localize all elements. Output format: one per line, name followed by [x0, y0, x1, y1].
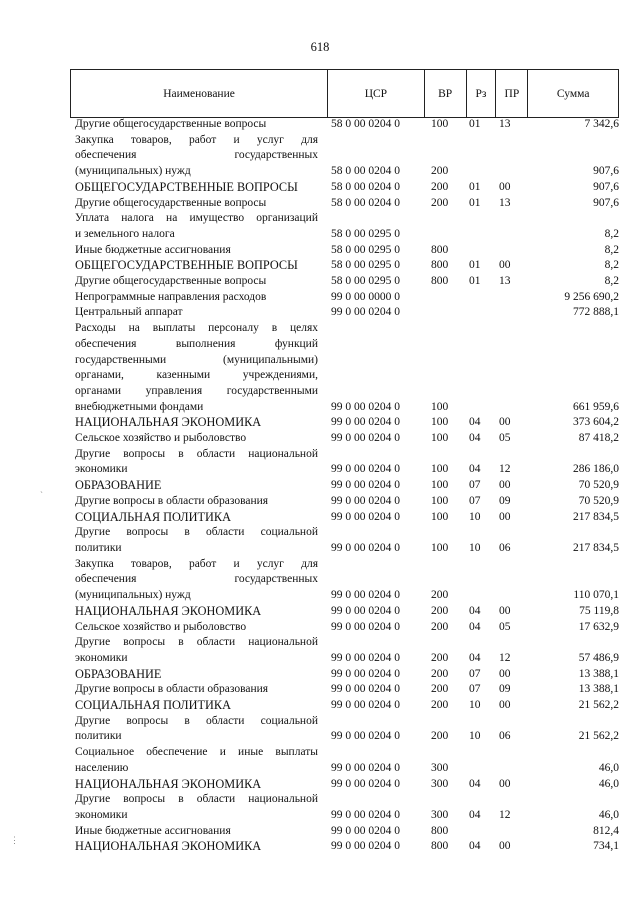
table-row	[75, 211, 619, 242]
cell-pr: 00	[499, 180, 511, 193]
cell-csr: 99 0 00 0204 0	[331, 463, 400, 476]
cell-sum: 907,6	[593, 180, 619, 193]
cell-pr: 00	[499, 699, 511, 712]
row-name-line: Уплата налога на имущество организаций	[75, 212, 318, 225]
row-name-line: населению	[75, 761, 129, 774]
cell-rz: 10	[469, 699, 481, 712]
cell-sum: 8,2	[604, 275, 619, 288]
cell-vr: 200	[431, 196, 449, 209]
cell-csr: 99 0 00 0204 0	[331, 541, 400, 554]
cell-csr: 58 0 00 0204 0	[331, 118, 400, 130]
cell-vr: 200	[431, 165, 449, 178]
table-row	[75, 525, 619, 556]
row-name-line: обеспечения государственных	[75, 573, 318, 586]
row-name-line: СОЦИАЛЬНАЯ ПОЛИТИКА	[75, 698, 232, 713]
cell-pr: 13	[499, 196, 511, 209]
row-name-line: обеспечения выполнения функций	[75, 337, 318, 350]
cell-vr: 800	[431, 243, 449, 256]
cell-pr: 05	[499, 432, 511, 445]
header-sum: Сумма	[556, 87, 590, 100]
cell-pr: 00	[499, 840, 511, 853]
cell-sum: 8,2	[604, 259, 619, 272]
cell-rz: 04	[469, 777, 481, 790]
row-name-line: ОБРАЗОВАНИЕ	[75, 666, 162, 681]
row-name-line: государственными (муниципальными)	[75, 353, 318, 366]
table-row	[75, 698, 619, 714]
cell-vr: 800	[431, 259, 449, 272]
scan-mark: ˋ	[40, 490, 43, 500]
cell-csr: 99 0 00 0204 0	[331, 824, 400, 837]
cell-vr: 200	[431, 620, 449, 633]
cell-rz: 04	[469, 432, 481, 445]
cell-sum: 217 834,5	[573, 541, 619, 554]
row-name	[75, 557, 318, 604]
cell-vr: 200	[431, 667, 449, 680]
cell-csr: 58 0 00 0204 0	[331, 165, 400, 178]
row-name	[75, 745, 318, 776]
cell-pr: 00	[499, 416, 511, 429]
row-name-line: органами управления государственными	[75, 384, 318, 397]
row-name-line: и земельного налога	[75, 227, 175, 240]
row-name-line: экономики	[75, 651, 128, 664]
row-name-line: Иные бюджетные ассигнования	[75, 243, 231, 256]
cell-vr: 800	[431, 275, 449, 288]
cell-pr: 13	[499, 275, 511, 288]
row-name-line: Закупка товаров, работ и услуг для	[75, 557, 318, 570]
row-name-line: СОЦИАЛЬНАЯ ПОЛИТИКА	[75, 509, 232, 524]
cell-rz: 04	[469, 463, 481, 476]
cell-vr: 800	[431, 840, 449, 853]
cell-csr: 99 0 00 0204 0	[331, 683, 400, 696]
row-name-line: Сельское хозяйство и рыболовство	[75, 620, 247, 633]
cell-sum: 70 520,9	[578, 494, 619, 507]
row-name	[75, 431, 318, 447]
cell-csr: 99 0 00 0204 0	[331, 840, 400, 853]
table-header	[70, 69, 619, 118]
cell-sum: 13 388,1	[578, 667, 619, 680]
row-name	[75, 290, 318, 306]
row-name-line: экономики	[75, 463, 128, 476]
cell-rz: 07	[469, 683, 481, 696]
cell-csr: 58 0 00 0295 0	[331, 243, 400, 256]
row-name	[75, 792, 318, 823]
table-row	[75, 415, 619, 431]
cell-vr: 800	[431, 824, 449, 837]
row-name-line: ОБЩЕГОСУДАРСТВЕННЫЕ ВОПРОСЫ	[75, 179, 298, 194]
cell-sum: 907,6	[593, 165, 619, 178]
row-name-line: Расходы на выплаты персоналу в целях	[75, 322, 318, 335]
scan-mark: ⋮	[10, 835, 19, 845]
cell-vr: 300	[431, 808, 449, 821]
cell-csr: 58 0 00 0204 0	[331, 180, 400, 193]
cell-pr: 00	[499, 604, 511, 617]
row-name-line: органами, казенными учреждениями,	[75, 369, 318, 382]
row-name	[75, 604, 318, 620]
table-row	[75, 274, 619, 290]
table-row	[75, 620, 619, 636]
table-row	[75, 604, 619, 620]
cell-pr: 12	[499, 463, 511, 476]
cell-csr: 99 0 00 0204 0	[331, 620, 400, 633]
cell-vr: 100	[431, 416, 449, 429]
cell-rz: 04	[469, 651, 481, 664]
cell-sum: 110 070,1	[573, 589, 619, 602]
row-name-line: Другие вопросы в области национальной	[75, 447, 318, 460]
cell-pr: 09	[499, 494, 511, 507]
row-name	[75, 510, 318, 526]
row-name-line: Непрограммные направления расходов	[75, 290, 267, 303]
table-row	[75, 478, 619, 494]
header-vr: ВР	[425, 70, 467, 117]
cell-csr: 99 0 00 0204 0	[331, 432, 400, 445]
cell-sum: 87 418,2	[578, 432, 619, 445]
cell-pr: 00	[499, 479, 511, 492]
cell-pr: 05	[499, 620, 511, 633]
table-row	[75, 635, 619, 666]
cell-rz: 07	[469, 479, 481, 492]
table-row	[75, 447, 619, 478]
row-name-line: Социальное обеспечение и иные выплаты	[75, 746, 318, 759]
cell-rz: 01	[469, 196, 481, 209]
cell-sum: 286 186,0	[573, 463, 619, 476]
cell-rz: 01	[469, 275, 481, 288]
cell-sum: 21 562,2	[578, 699, 619, 712]
row-name-line: внебюджетными фондами	[75, 400, 204, 413]
cell-sum: 75 119,8	[579, 604, 619, 617]
cell-pr: 06	[499, 541, 511, 554]
row-name-line: ОБРАЗОВАНИЕ	[75, 478, 162, 493]
cell-rz: 04	[469, 808, 481, 821]
cell-csr: 99 0 00 0204 0	[331, 306, 400, 319]
row-name	[75, 243, 318, 259]
cell-sum: 8,2	[604, 243, 619, 256]
cell-csr: 99 0 00 0204 0	[331, 604, 400, 617]
table-row	[75, 824, 619, 840]
cell-vr: 100	[431, 479, 449, 492]
row-name	[75, 180, 318, 196]
table-row	[75, 133, 619, 180]
cell-pr: 12	[499, 808, 511, 821]
row-name	[75, 447, 318, 478]
cell-vr: 300	[431, 777, 449, 790]
row-name-line: НАЦИОНАЛЬНАЯ ЭКОНОМИКА	[75, 776, 262, 791]
table-row	[75, 290, 619, 306]
cell-vr: 100	[431, 432, 449, 445]
table-row	[75, 792, 619, 823]
cell-sum: 9 256 690,2	[564, 290, 619, 303]
table-row	[75, 180, 619, 196]
cell-csr: 99 0 00 0204 0	[331, 761, 400, 774]
row-name-line: Другие вопросы в области образования	[75, 683, 269, 696]
row-name	[75, 824, 318, 840]
cell-sum: 812,4	[593, 824, 619, 837]
cell-csr: 99 0 00 0000 0	[331, 290, 400, 303]
cell-vr: 100	[431, 118, 449, 130]
row-name-line: Закупка товаров, работ и услуг для	[75, 133, 318, 146]
row-name	[75, 274, 318, 290]
table-row	[75, 243, 619, 259]
cell-vr: 200	[431, 651, 449, 664]
cell-vr: 200	[431, 730, 449, 743]
cell-csr: 99 0 00 0204 0	[331, 479, 400, 492]
table-row	[75, 431, 619, 447]
table-body	[75, 117, 619, 855]
header-csr: ЦСР	[328, 70, 425, 117]
row-name	[75, 415, 318, 431]
row-name-line: НАЦИОНАЛЬНАЯ ЭКОНОМИКА	[75, 603, 262, 618]
cell-rz: 04	[469, 840, 481, 853]
cell-rz: 04	[469, 620, 481, 633]
row-name	[75, 620, 318, 636]
row-name	[75, 133, 318, 180]
cell-csr: 58 0 00 0295 0	[331, 275, 400, 288]
table-row	[75, 510, 619, 526]
cell-csr: 58 0 00 0295 0	[331, 259, 400, 272]
header-name: Наименование	[71, 70, 328, 117]
cell-rz: 07	[469, 494, 481, 507]
row-name	[75, 321, 318, 415]
row-name-line: Другие общегосударственные вопросы	[75, 196, 267, 209]
cell-rz: 07	[469, 667, 481, 680]
cell-sum: 734,1	[593, 840, 619, 853]
cell-csr: 99 0 00 0204 0	[331, 416, 400, 429]
cell-pr: 00	[499, 777, 511, 790]
cell-vr: 200	[431, 699, 449, 712]
cell-vr: 200	[431, 683, 449, 696]
row-name-line: (муниципальных) нужд	[75, 165, 191, 178]
row-name	[75, 211, 318, 242]
cell-sum: 217 834,5	[573, 510, 619, 523]
row-name	[75, 117, 318, 133]
row-name-line: Центральный аппарат	[75, 306, 183, 319]
row-name	[75, 525, 318, 556]
cell-pr: 00	[499, 510, 511, 523]
row-name-line: экономики	[75, 808, 128, 821]
table-row	[75, 714, 619, 745]
cell-rz: 01	[469, 118, 481, 130]
header-rz: Рз	[467, 70, 497, 117]
cell-vr: 200	[431, 589, 449, 602]
cell-rz: 10	[469, 541, 481, 554]
cell-rz: 01	[469, 259, 481, 272]
cell-csr: 99 0 00 0204 0	[331, 494, 400, 507]
table-row	[75, 117, 619, 133]
cell-rz: 01	[469, 180, 481, 193]
cell-pr: 12	[499, 651, 511, 664]
table-row	[75, 557, 619, 604]
cell-sum: 661 959,6	[573, 400, 619, 413]
header-pr: ПР	[496, 70, 528, 117]
table-row	[75, 667, 619, 683]
row-name	[75, 667, 318, 683]
row-name	[75, 839, 318, 855]
cell-sum: 46,0	[598, 761, 619, 774]
row-name-line: ОБЩЕГОСУДАРСТВЕННЫЕ ВОПРОСЫ	[75, 258, 298, 273]
cell-pr: 13	[499, 118, 511, 130]
cell-csr: 99 0 00 0204 0	[331, 730, 400, 743]
cell-sum: 7 342,6	[584, 118, 619, 130]
row-name-line: политики	[75, 541, 122, 554]
cell-vr: 200	[431, 604, 449, 617]
row-name	[75, 258, 318, 274]
row-name-line: политики	[75, 730, 122, 743]
row-name-line: Другие вопросы в области национальной	[75, 636, 318, 649]
row-name	[75, 305, 318, 321]
cell-vr: 100	[431, 400, 449, 413]
row-name-line: обеспечения государственных	[75, 149, 318, 162]
table-row	[75, 839, 619, 855]
table-row	[75, 258, 619, 274]
table-row	[75, 305, 619, 321]
table-row	[75, 321, 619, 415]
row-name-line: НАЦИОНАЛЬНАЯ ЭКОНОМИКА	[75, 839, 262, 854]
cell-sum: 772 888,1	[573, 306, 619, 319]
cell-sum: 907,6	[593, 196, 619, 209]
cell-rz: 10	[469, 510, 481, 523]
cell-csr: 99 0 00 0204 0	[331, 808, 400, 821]
row-name	[75, 494, 318, 510]
cell-sum: 70 520,9	[578, 479, 619, 492]
cell-sum: 46,0	[598, 777, 619, 790]
row-name	[75, 698, 318, 714]
cell-vr: 100	[431, 541, 449, 554]
cell-pr: 00	[499, 259, 511, 272]
table-row	[75, 494, 619, 510]
cell-pr: 06	[499, 730, 511, 743]
cell-vr: 100	[431, 463, 449, 476]
cell-vr: 100	[431, 510, 449, 523]
row-name-line: Другие общегосударственные вопросы	[75, 118, 267, 130]
cell-sum: 57 486,9	[578, 651, 619, 664]
cell-csr: 99 0 00 0204 0	[331, 667, 400, 680]
table-row	[75, 777, 619, 793]
cell-sum: 46,0	[598, 808, 619, 821]
cell-rz: 10	[469, 730, 481, 743]
row-name-line: Другие общегосударственные вопросы	[75, 275, 267, 288]
cell-sum: 8,2	[604, 227, 619, 240]
row-name-line: Другие вопросы в области социальной	[75, 714, 318, 727]
row-name	[75, 635, 318, 666]
row-name-line: Иные бюджетные ассигнования	[75, 824, 231, 837]
cell-vr: 300	[431, 761, 449, 774]
cell-sum: 17 632,9	[578, 620, 619, 633]
row-name	[75, 682, 318, 698]
page-number: 618	[310, 40, 330, 54]
cell-rz: 04	[469, 604, 481, 617]
cell-rz: 04	[469, 416, 481, 429]
row-name-line: (муниципальных) нужд	[75, 589, 191, 602]
cell-vr: 200	[431, 180, 449, 193]
cell-csr: 99 0 00 0204 0	[331, 510, 400, 523]
cell-sum: 13 388,1	[578, 683, 619, 696]
cell-csr: 58 0 00 0204 0	[331, 196, 400, 209]
row-name-line: Другие вопросы в области образования	[75, 494, 269, 507]
cell-sum: 373 604,2	[573, 416, 619, 429]
cell-csr: 99 0 00 0204 0	[331, 589, 400, 602]
row-name-line: Сельское хозяйство и рыболовство	[75, 432, 247, 445]
cell-pr: 00	[499, 667, 511, 680]
cell-csr: 58 0 00 0295 0	[331, 227, 400, 240]
table-row	[75, 745, 619, 776]
row-name-line: Другие вопросы в области социальной	[75, 526, 318, 539]
table-row	[75, 196, 619, 212]
row-name-line: Другие вопросы в области национальной	[75, 793, 318, 806]
cell-csr: 99 0 00 0204 0	[331, 777, 400, 790]
cell-vr: 100	[431, 494, 449, 507]
cell-pr: 09	[499, 683, 511, 696]
cell-csr: 99 0 00 0204 0	[331, 699, 400, 712]
cell-csr: 99 0 00 0204 0	[331, 400, 400, 413]
cell-csr: 99 0 00 0204 0	[331, 651, 400, 664]
row-name	[75, 196, 318, 212]
row-name	[75, 777, 318, 793]
table-row	[75, 682, 619, 698]
row-name	[75, 714, 318, 745]
row-name	[75, 478, 318, 494]
cell-sum: 21 562,2	[578, 730, 619, 743]
row-name-line: НАЦИОНАЛЬНАЯ ЭКОНОМИКА	[75, 415, 262, 430]
